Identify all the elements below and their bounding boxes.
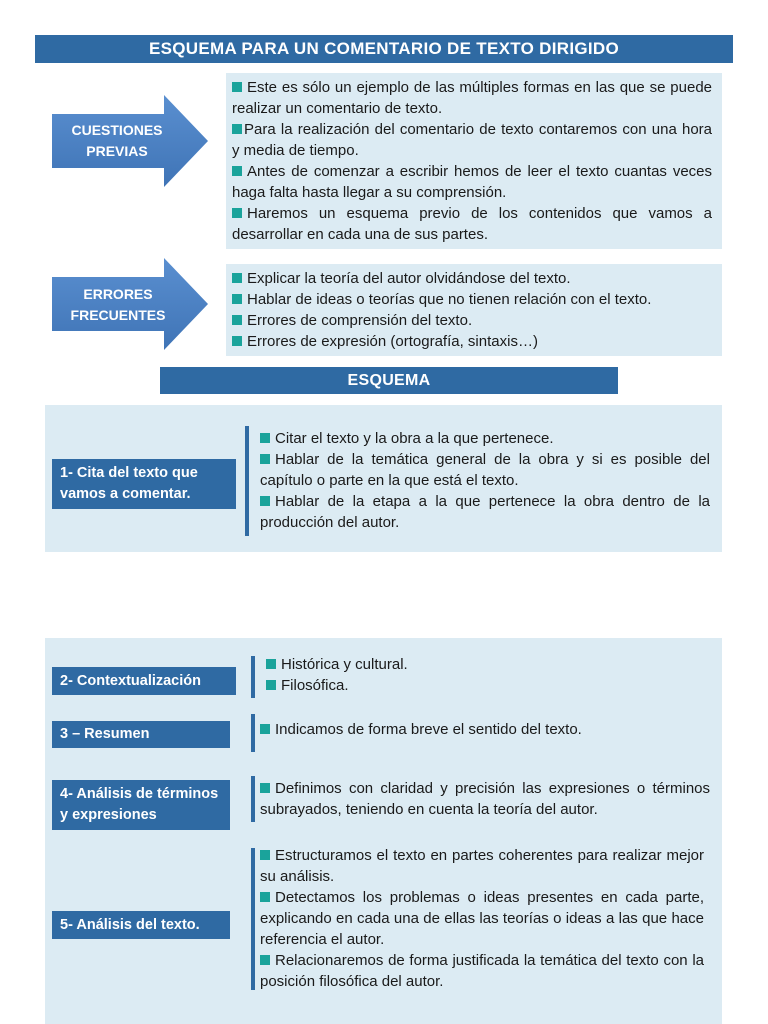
step5-list	[260, 845, 704, 992]
step-label-cita: 1- Cita del texto que vamos a comentar.	[52, 459, 236, 509]
step4-item: Definimos con claridad y precisión las expresiones o términos subrayados, teniendo en cuenta la teoría del autor.	[260, 780, 710, 818]
bullet-square-icon	[260, 892, 270, 902]
bullet-square-icon	[260, 850, 270, 860]
bullet-square-icon	[232, 273, 242, 283]
step3-divider	[251, 714, 255, 752]
step4-list	[260, 778, 710, 820]
esquema-title: ESQUEMA	[160, 367, 618, 394]
bullet-square-icon	[266, 680, 276, 690]
step-label-contextualizacion: 2- Contextualización	[52, 667, 236, 695]
bullet-square-icon	[260, 783, 270, 793]
step5-item: Estructuramos el texto en partes coherentes para realizar mejor su análisis.	[260, 847, 704, 885]
step2-list	[266, 654, 696, 696]
step1-item: Hablar de la temática general de la obra y si es posible del capítulo o parte en la que está el texto.	[260, 451, 710, 489]
bullet-square-icon	[260, 433, 270, 443]
step2-divider	[251, 656, 255, 698]
step5-divider	[251, 848, 255, 990]
step-label-analisis-texto: 5- Análisis del texto.	[52, 911, 230, 939]
step1-list	[260, 428, 710, 533]
errores-item: Errores de comprensión del texto.	[232, 310, 712, 331]
cuestiones-label-line2: PREVIAS	[86, 143, 148, 159]
step-label-analisis-terminos: 4- Análisis de términos y expresiones	[52, 780, 230, 830]
errores-label-line1: ERRORES	[83, 286, 153, 302]
cuestiones-item: Antes de comenzar a escribir hemos de leer el texto cuantas veces haga falta hasta llegar a su comprensión.	[232, 163, 712, 201]
bullet-square-icon	[232, 166, 242, 176]
step3-list	[260, 719, 710, 740]
page-title: ESQUEMA PARA UN COMENTARIO DE TEXTO DIRIGIDO	[35, 35, 733, 63]
bullet-square-icon	[266, 659, 276, 669]
step5-item: Relacionaremos de forma justificada la temática del texto con la posición filosófica del autor.	[260, 952, 704, 990]
errores-label	[52, 284, 184, 326]
bullet-square-icon	[232, 124, 242, 134]
step1-divider	[245, 426, 249, 536]
cuestiones-label	[52, 120, 182, 162]
bullet-square-icon	[260, 724, 270, 734]
bullet-square-icon	[232, 336, 242, 346]
errores-item: Explicar la teoría del autor olvidándose del texto.	[232, 268, 712, 289]
bullet-square-icon	[260, 496, 270, 506]
cuestiones-item: Para la realización del comentario de texto contaremos con una hora y media de tiempo.	[232, 121, 712, 159]
step1-item: Hablar de la etapa a la que pertenece la obra dentro de la producción del autor.	[260, 493, 710, 531]
step5-item: Detectamos los problemas o ideas presentes en cada parte, explicando en cada una de ellas las teorías o ideas a las que hace referencia el autor.	[260, 889, 704, 948]
bullet-square-icon	[260, 454, 270, 464]
bullet-square-icon	[260, 955, 270, 965]
cuestiones-box	[226, 73, 722, 249]
step-label-resumen: 3 – Resumen	[52, 721, 230, 748]
step2-item: Filosófica.	[266, 675, 696, 696]
bullet-square-icon	[232, 294, 242, 304]
bullet-square-icon	[232, 315, 242, 325]
bullet-square-icon	[232, 82, 242, 92]
step1-item: Citar el texto y la obra a la que pertenece.	[260, 428, 710, 449]
step4-divider	[251, 776, 255, 822]
bullet-square-icon	[232, 208, 242, 218]
errores-box	[226, 264, 722, 356]
errores-item: Hablar de ideas o teorías que no tienen relación con el texto.	[232, 289, 712, 310]
cuestiones-label-line1: CUESTIONES	[71, 122, 163, 138]
cuestiones-item: Este es sólo un ejemplo de las múltiples formas en las que se puede realizar un comentario de texto.	[232, 79, 712, 117]
step3-item: Indicamos de forma breve el sentido del texto.	[260, 719, 710, 740]
errores-item: Errores de expresión (ortografía, sintaxis…)	[232, 331, 712, 352]
errores-label-line2: FRECUENTES	[70, 307, 166, 323]
step2-item: Histórica y cultural.	[266, 654, 696, 675]
cuestiones-item: Haremos un esquema previo de los contenidos que vamos a desarrollar en cada una de sus partes.	[232, 205, 712, 243]
